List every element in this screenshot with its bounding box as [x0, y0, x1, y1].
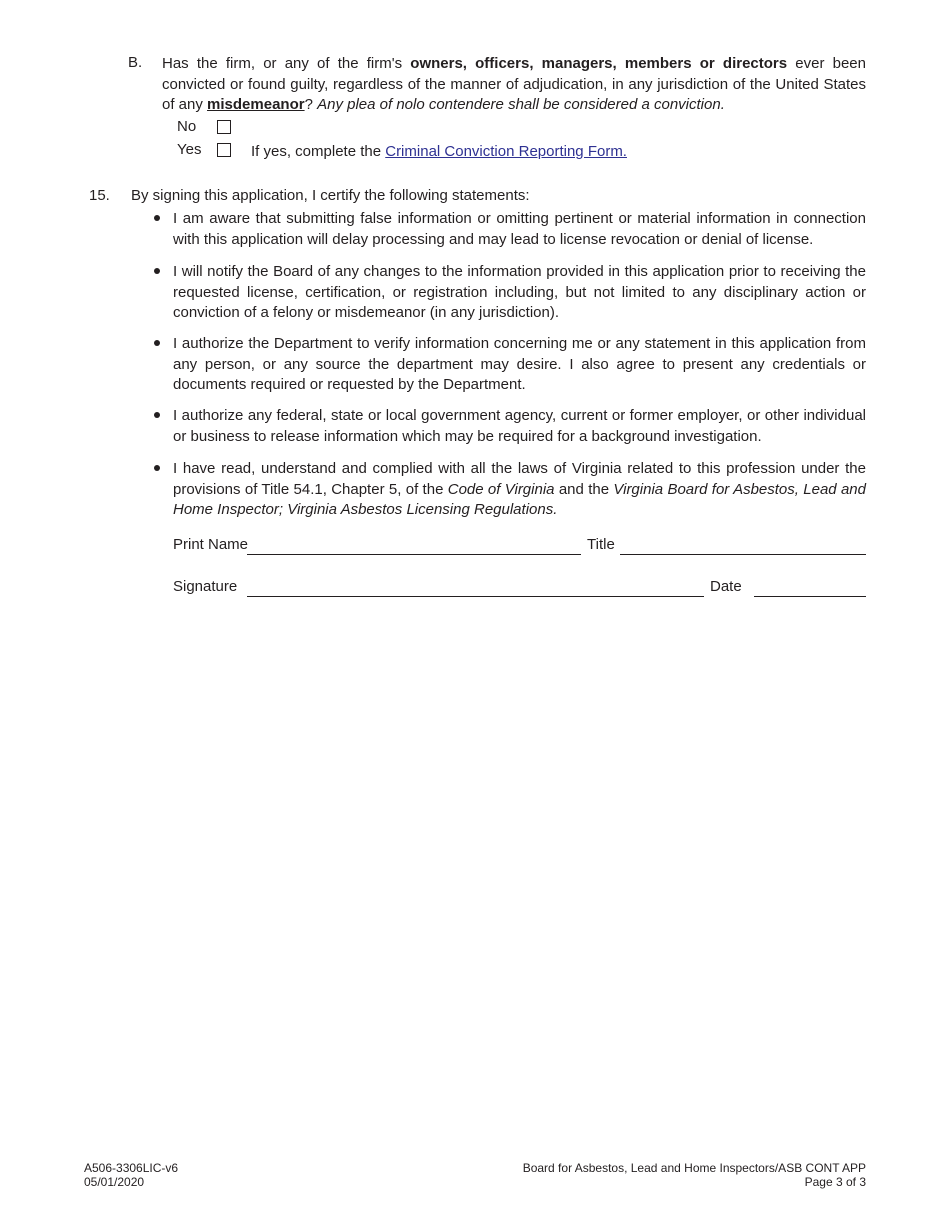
form-date: 05/01/2020 [84, 1175, 145, 1189]
bullet-dot [154, 340, 160, 346]
item-15-number: 15. [89, 187, 110, 204]
date-label: Date [710, 578, 742, 595]
bullet-dot [154, 412, 160, 418]
statement-5-regulations: Virginia Board for Asbestos, Lead and Home Inspector; Virginia Asbestos Licensing Regulations. [173, 480, 866, 518]
statement-2: I will notify the Board of any changes to the information provided in this application prior to receiving the requested license, certification, or registration including, but not limited to any disciplinary action or conviction of a felony or misdemeanor (in any jurisdiction). [173, 263, 866, 321]
yes-checkbox[interactable] [217, 143, 231, 157]
question-b-text-2: ever been convicted or found guilty, regardless of the manner of adjudication, in any jurisdiction of the United States of any [162, 55, 866, 113]
title-label: Title [587, 536, 615, 553]
signature-line[interactable] [247, 596, 704, 597]
statement-5-code-of-virginia: Code of Virginia [447, 480, 555, 498]
print-name-label: Print Name [173, 536, 249, 553]
date-line[interactable] [754, 596, 866, 597]
yes-instruction [251, 143, 627, 160]
bullet-dot [154, 215, 160, 221]
question-b-text-3: ? [304, 96, 318, 113]
no-checkbox[interactable] [217, 120, 231, 134]
question-b-bold-1: owners, officers, managers, members or directors [410, 55, 788, 72]
bullet-dot [154, 465, 160, 471]
bullet-dot [154, 268, 160, 274]
statement-4: I authorize any federal, state or local government agency, current or former employer, or other individual or business to release information which may be required for a background investigation. [173, 407, 866, 445]
statement-5-text-a: I have read, understand and complied with all the laws of Virginia related to this profession under the provisions of Title 54.1, Chapter 5, of the [173, 460, 866, 498]
form-code: A506-3306LIC-v6 [84, 1161, 179, 1175]
question-b-text [162, 54, 866, 116]
print-name-line[interactable] [247, 554, 581, 555]
yes-instruction-text: If yes, complete the [251, 143, 386, 160]
footer-right [523, 1161, 866, 1189]
title-line[interactable] [620, 554, 866, 555]
statement-3: I authorize the Department to verify information concerning me or any statement in this application from any person, or any source the department may desire. I also agree to present any credentials or documents required or requested by the Department. [173, 335, 866, 393]
item-15-intro: By signing this application, I certify the following statements: [131, 187, 530, 204]
board-name: Board for Asbestos, Lead and Home Inspectors/ASB CONT APP [522, 1161, 866, 1175]
page-number: Page 3 of 3 [804, 1175, 866, 1189]
question-b-italic-note: Any plea of nolo contendere shall be considered a conviction. [317, 96, 725, 113]
yes-label: Yes [177, 141, 202, 158]
footer-left [84, 1161, 178, 1189]
no-label: No [177, 118, 197, 135]
signature-label: Signature [173, 578, 238, 595]
question-b-text-1: Has the firm, or any of the firm's [162, 55, 411, 72]
question-b-marker: B. [128, 54, 143, 71]
statement-1: I am aware that submitting false information or omitting pertinent or material information in connection with this application will delay processing and may lead to license revocation or denial of license. [173, 210, 866, 248]
statement-5-text-b: and the [554, 480, 614, 498]
question-b-misdemeanor: misdemeanor [207, 96, 305, 113]
statement-5 [173, 459, 866, 521]
criminal-conviction-form-link[interactable]: Criminal Conviction Reporting Form. [385, 143, 627, 160]
